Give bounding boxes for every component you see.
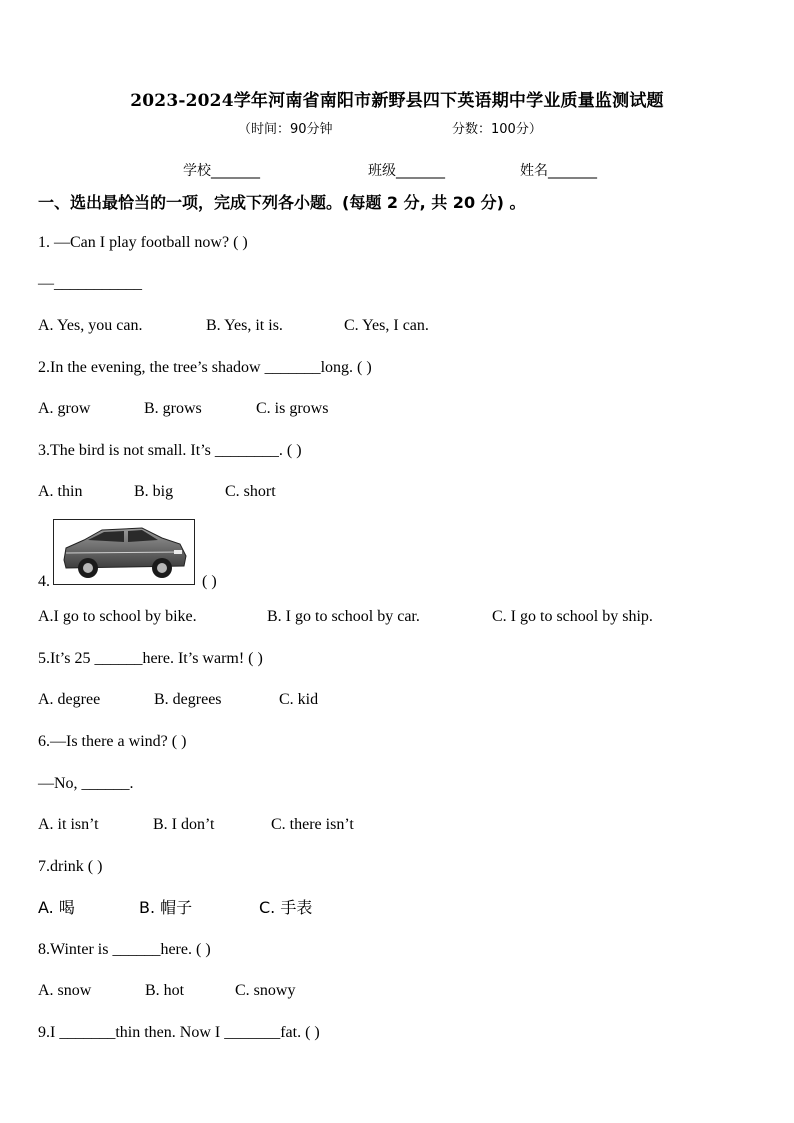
option-a[interactable]: A. Yes, you can. xyxy=(38,317,143,334)
option-b[interactable]: B. I go to school by car. xyxy=(267,608,420,625)
option-c[interactable]: C. snowy xyxy=(235,982,296,999)
option-c[interactable]: C. there isn’t xyxy=(271,816,354,833)
option-a[interactable]: A. it isn’t xyxy=(38,816,99,833)
question-6-answer-line: —No, ______. xyxy=(38,775,134,792)
option-a[interactable]: A. snow xyxy=(38,982,92,999)
exam-score: 分数：100分） xyxy=(452,122,542,137)
name-field: 姓名_______ xyxy=(520,163,597,179)
question-3-stem: 3.The bird is not small. It’s ________. ( ) xyxy=(38,442,302,459)
exam-time: （时间：90分钟 xyxy=(238,122,333,137)
school-field: 学校_______ xyxy=(183,163,260,179)
option-c[interactable]: C. Yes, I can. xyxy=(344,317,429,334)
option-a[interactable]: A.I go to school by bike. xyxy=(38,608,197,625)
option-c[interactable]: C. 手表 xyxy=(259,898,313,917)
question-4-number: 4. xyxy=(38,573,50,590)
car-icon xyxy=(54,520,194,584)
question-5-stem: 5.It’s 25 ______here. It’s warm! ( ) xyxy=(38,650,263,667)
option-a[interactable]: A. grow xyxy=(38,400,91,417)
option-b[interactable]: B. hot xyxy=(145,982,185,999)
option-a[interactable]: A. 喝 xyxy=(38,898,75,917)
question-2-stem: 2.In the evening, the tree’s shadow _______long. ( ) xyxy=(38,359,372,376)
question-1-stem: 1. —Can I play football now? ( ) xyxy=(38,234,248,251)
question-4-bracket: ( ) xyxy=(202,573,217,590)
question-9-stem: 9.I _______thin then. Now I _______fat. ( ) xyxy=(38,1024,320,1041)
question-6-stem: 6.—Is there a wind? ( ) xyxy=(38,733,187,750)
option-b[interactable]: B. big xyxy=(134,483,174,500)
option-b[interactable]: B. Yes, it is. xyxy=(206,317,283,334)
class-field: 班级_______ xyxy=(368,163,445,179)
option-b[interactable]: B. grows xyxy=(144,400,202,417)
option-c[interactable]: C. I go to school by ship. xyxy=(492,608,653,625)
option-b[interactable]: B. I don’t xyxy=(153,816,215,833)
question-8-stem: 8.Winter is ______here. ( ) xyxy=(38,941,211,958)
exam-title: 2023-2024学年河南省南阳市新野县四下英语期中学业质量监测试题 xyxy=(130,91,664,111)
option-b[interactable]: B. degrees xyxy=(154,691,222,708)
question-7-stem: 7.drink ( ) xyxy=(38,858,103,875)
option-c[interactable]: C. kid xyxy=(279,691,319,708)
option-c[interactable]: C. short xyxy=(225,483,276,500)
car-picture xyxy=(53,519,195,585)
question-1-answer-line: —___________ xyxy=(38,275,142,292)
option-c[interactable]: C. is grows xyxy=(256,400,329,417)
option-b[interactable]: B. 帽子 xyxy=(139,898,193,917)
option-a[interactable]: A. degree xyxy=(38,691,101,708)
section-heading: 一、选出最恰当的一项，完成下列各小题。(每题 2 分, 共 20 分) 。 xyxy=(38,193,526,212)
option-a[interactable]: A. thin xyxy=(38,483,83,500)
